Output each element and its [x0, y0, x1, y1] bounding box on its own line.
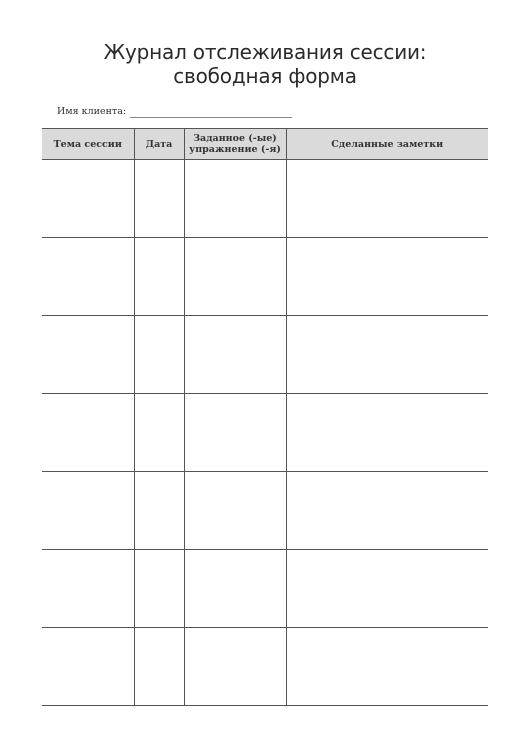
- table-row: [42, 550, 488, 628]
- client-name-row: [57, 102, 292, 118]
- cell-notes[interactable]: [286, 238, 488, 316]
- cell-date[interactable]: [134, 550, 184, 628]
- cell-assigned-exercises[interactable]: [184, 160, 286, 238]
- cell-date[interactable]: [134, 628, 184, 706]
- table-row: [42, 628, 488, 706]
- column-header-date: Дата: [134, 129, 184, 160]
- page-title-line-1: Журнал отслеживания сессии:: [103, 40, 427, 64]
- cell-notes[interactable]: [286, 550, 488, 628]
- table-header: [42, 129, 488, 160]
- column-header-session-topic: Тема сессии: [42, 129, 134, 160]
- table-row: [42, 394, 488, 472]
- session-log-table: [42, 128, 488, 706]
- cell-date[interactable]: [134, 316, 184, 394]
- client-name-label: Имя клиента:: [57, 106, 127, 117]
- cell-date[interactable]: [134, 160, 184, 238]
- column-header-assigned-exercises: Заданное (-ые) упражнение (-я): [184, 129, 286, 160]
- cell-session-topic[interactable]: [42, 550, 134, 628]
- cell-notes[interactable]: [286, 316, 488, 394]
- table-row: [42, 316, 488, 394]
- cell-assigned-exercises[interactable]: [184, 316, 286, 394]
- cell-assigned-exercises[interactable]: [184, 238, 286, 316]
- cell-notes[interactable]: [286, 628, 488, 706]
- column-header-notes: Сделанные заметки: [286, 129, 488, 160]
- cell-date[interactable]: [134, 472, 184, 550]
- cell-date[interactable]: [134, 394, 184, 472]
- client-name-field[interactable]: [130, 107, 292, 118]
- cell-session-topic[interactable]: [42, 472, 134, 550]
- page-title: [0, 40, 530, 88]
- cell-notes[interactable]: [286, 472, 488, 550]
- table-row: [42, 238, 488, 316]
- table-row: [42, 472, 488, 550]
- header-row: [42, 129, 488, 160]
- table-row: [42, 160, 488, 238]
- cell-assigned-exercises[interactable]: [184, 550, 286, 628]
- cell-notes[interactable]: [286, 160, 488, 238]
- cell-assigned-exercises[interactable]: [184, 628, 286, 706]
- page-title-line-2: свободная форма: [173, 64, 357, 88]
- cell-session-topic[interactable]: [42, 628, 134, 706]
- cell-assigned-exercises[interactable]: [184, 394, 286, 472]
- cell-session-topic[interactable]: [42, 238, 134, 316]
- cell-session-topic[interactable]: [42, 394, 134, 472]
- cell-session-topic[interactable]: [42, 316, 134, 394]
- table-body: [42, 160, 488, 706]
- cell-date[interactable]: [134, 238, 184, 316]
- cell-session-topic[interactable]: [42, 160, 134, 238]
- cell-notes[interactable]: [286, 394, 488, 472]
- cell-assigned-exercises[interactable]: [184, 472, 286, 550]
